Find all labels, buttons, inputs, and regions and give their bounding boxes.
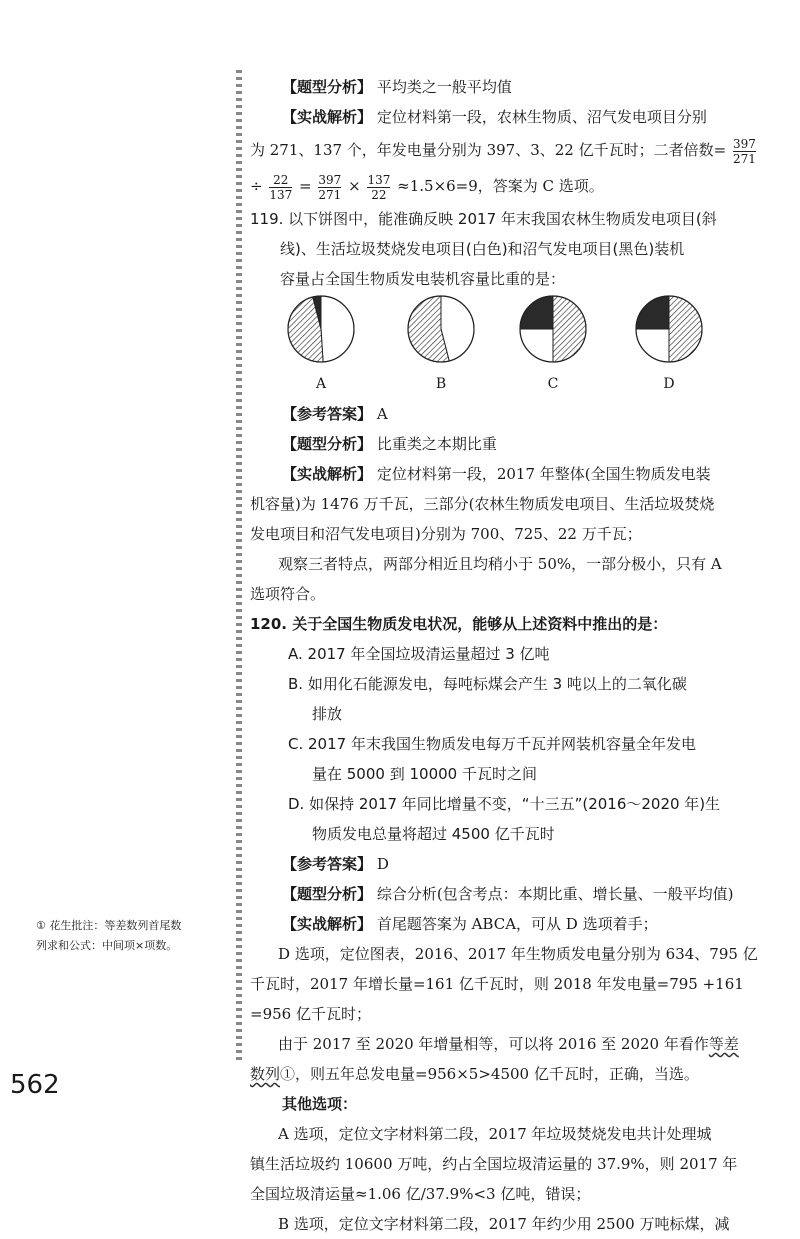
practice-line-118-3: ÷ $\frac{22}{137}$ = $\frac{397}{271}$ × $\frac{137}{22}$ ≈1.5×6=9，答案为 C 选项。 <box>250 172 604 202</box>
practice-line-118-2: 为 271、137 个，年发电量分别为 397、3、22 亿千瓦时；二者倍数= $\frac{397}{271}$ <box>250 136 756 166</box>
question-119-stem-3: 容量占全国生物质发电装机容量比重的是： <box>280 270 566 288</box>
option-b-cont: 排放 <box>312 705 343 723</box>
fraction: $\frac{397}{271}$ <box>732 136 756 166</box>
practice-line-120-d5: 数列①，则五年总发电量=956×5>4500 亿千瓦时，正确，当选。 <box>250 1065 699 1083</box>
practice-line-119-3: 发电项目和沼气发电项目)分别为 700、725、22 万千瓦； <box>250 525 642 543</box>
page-number: 562 <box>10 1070 60 1100</box>
practice-line-120-d3: =956 亿千瓦时； <box>250 1005 371 1023</box>
pie-option-b <box>406 294 476 392</box>
pie-slice-a-0 <box>321 296 354 362</box>
option-c: C. 2017 年末我国生物质发电每万千瓦并网装机容量全年发电 <box>288 735 696 753</box>
question-120-stem: 120. 关于全国生物质发电状况，能够从上述资料中推出的是： <box>250 615 668 633</box>
option-b: B. 如用化石能源发电，每吨标煤会产生 3 吨以上的二氧化碳 <box>288 675 687 693</box>
type-analysis-119: 【 题型分析 】 比重类之本期比重 <box>250 429 770 459</box>
pie-label-b: B <box>435 376 447 392</box>
fraction: $\frac{137}{22}$ <box>367 172 391 202</box>
practice-line-120-a3: 全国垃圾清运量≈1.06 亿/37.9%<3 亿吨，错误； <box>250 1185 591 1203</box>
practice-line-120-d4: 由于 2017 至 2020 年增量相等，可以将 2016 至 2020 年看作等差 <box>278 1035 739 1053</box>
pie-label-c: C <box>547 376 559 392</box>
pie-chart-d <box>634 294 704 364</box>
type-analysis-label: 【 题型分析 】 <box>282 435 372 453</box>
practice-analysis-label: 【 实战解析 】 <box>282 465 372 483</box>
margin-note <box>36 916 236 956</box>
type-analysis-120: 【 题型分析 】 综合分析(包含考点：本期比重、增长量、一般平均值) <box>250 879 770 909</box>
pie-option-c <box>518 294 588 392</box>
pie-chart-a <box>286 294 356 364</box>
margin-divider <box>236 70 242 1060</box>
practice-line-120-d2: 千瓦时，2017 年增长量=161 亿千瓦时，则 2018 年发电量=795 +161 <box>250 975 744 993</box>
answer-label: 【 参考答案 】 <box>282 405 372 423</box>
margin-note-line-2: 列求和公式：中间项×项数。 <box>36 939 178 952</box>
option-a: A. 2017 年全国垃圾清运量超过 3 亿吨 <box>288 645 550 663</box>
type-analysis-label: 【 题型分析 】 <box>282 78 372 96</box>
pie-label-a: A <box>315 376 327 392</box>
practice-analysis-120: 【 实战解析 】 首尾题答案为 ABCA，可从 D 选项着手； <box>250 909 770 939</box>
pie-chart-b <box>406 294 476 364</box>
practice-line-119-4: 观察三者特点，两部分相近且均稍小于 50%，一部分极小，只有 A <box>278 555 722 573</box>
fraction: $\frac{397}{271}$ <box>318 172 342 202</box>
practice-line-120-a1: A 选项，定位文字材料第二段，2017 年垃圾焚烧发电共计处理城 <box>278 1125 712 1143</box>
type-analysis-label: 【 题型分析 】 <box>282 885 372 903</box>
question-119-stem-2: 线)、生活垃圾焚烧发电项目(白色)和沼气发电项目(黑色)装机 <box>280 240 685 258</box>
answer-label: 【 参考答案 】 <box>282 855 372 873</box>
practice-analysis-119: 【 实战解析 】 定位材料第一段，2017 年整体(全国生物质发电装 <box>250 459 770 489</box>
practice-analysis-label: 【 实战解析 】 <box>282 108 372 126</box>
question-119-stem: 119. 以下饼图中，能准确反映 2017 年末我国农林生物质发电项目(斜 <box>250 210 717 228</box>
practice-line-120-b1: B 选项，定位文字材料第二段，2017 年约少用 2500 万吨标煤，减 <box>278 1215 730 1233</box>
practice-line-119-5: 选项符合。 <box>250 585 326 603</box>
answer-119: 【 参考答案 】 A <box>250 399 770 429</box>
option-c-cont: 量在 5000 到 10000 千瓦时之间 <box>312 765 537 783</box>
pie-label-d: D <box>663 376 675 392</box>
option-d: D. 如保持 2017 年同比增量不变，“十三五”(2016～2020 年)生 <box>288 795 721 813</box>
pie-chart-c <box>518 294 588 364</box>
type-analysis-118: 【 题型分析 】 平均类之一般平均值 <box>250 72 770 102</box>
practice-analysis-label: 【 实战解析 】 <box>282 915 372 933</box>
pie-option-a <box>286 294 356 392</box>
other-options-heading: 其他选项： <box>282 1095 358 1113</box>
practice-line-119-2: 机容量)为 1476 万千瓦，三部分(农林生物质发电项目、生活垃圾焚烧 <box>250 495 715 513</box>
practice-analysis-118: 【 实战解析 】 定位材料第一段，农林生物质、沼气发电项目分别 <box>250 102 770 132</box>
pie-charts <box>286 294 770 399</box>
option-d-cont: 物质发电总量将超过 4500 亿千瓦时 <box>312 825 555 843</box>
pie-option-d <box>634 294 704 392</box>
practice-line-120-d1: D 选项，定位图表，2016、2017 年生物质发电量分别为 634、795 亿 <box>278 945 758 963</box>
answer-120: 【 参考答案 】 D <box>250 849 770 879</box>
fraction: $\frac{22}{137}$ <box>269 172 293 202</box>
pie-slice-d-0 <box>669 296 702 362</box>
practice-line-120-a2: 镇生活垃圾约 10600 万吨，约占全国垃圾清运量的 37.9%，则 2017 年 <box>250 1155 738 1173</box>
main-content <box>250 72 770 1239</box>
margin-note-line-1: ① 花生批注：等差数列首尾数 <box>36 919 182 932</box>
pie-slice-c-0 <box>553 296 586 362</box>
